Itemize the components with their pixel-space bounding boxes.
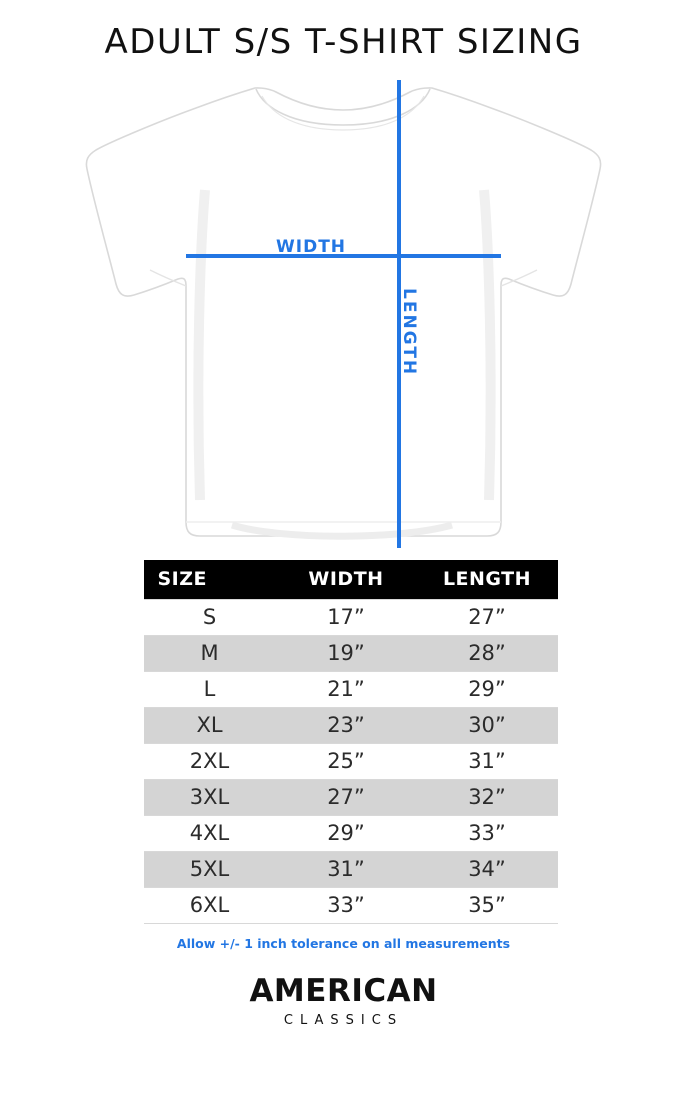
cell-size: XL [144,708,276,744]
cell-length: 29” [417,672,558,708]
brand-logo [0,973,687,1028]
cell-length: 33” [417,816,558,852]
cell-length: 31” [417,744,558,780]
column-header-size: SIZE [144,560,276,600]
table-row [144,816,558,852]
cell-size: M [144,636,276,672]
cell-length: 30” [417,708,558,744]
table-header-row [144,560,558,600]
cell-size: 2XL [144,744,276,780]
length-label: LENGTH [399,288,419,377]
tolerance-note: Allow +/- 1 inch tolerance on all measurements [176,936,511,951]
width-label: WIDTH [276,237,347,257]
cell-length: 34” [417,852,558,888]
table-body [144,600,558,924]
cell-size: S [144,600,276,636]
brand-tagline: CLASSICS [283,1013,404,1028]
table-row [144,852,558,888]
cell-length: 32” [417,780,558,816]
column-header-length: LENGTH [417,560,558,600]
brand-name: AMERICAN [249,973,438,1009]
column-header-width: WIDTH [276,560,417,600]
size-table [144,560,558,924]
cell-width: 21” [276,672,417,708]
table-row [144,744,558,780]
tshirt-diagram [0,70,687,550]
table-row [144,708,558,744]
cell-width: 25” [276,744,417,780]
cell-width: 31” [276,852,417,888]
page-title: ADULT S/S T-SHIRT SIZING [104,22,583,62]
cell-width: 29” [276,816,417,852]
cell-length: 27” [417,600,558,636]
cell-width: 17” [276,600,417,636]
cell-width: 23” [276,708,417,744]
table-row [144,600,558,636]
cell-size: L [144,672,276,708]
size-chart [144,560,544,924]
cell-length: 28” [417,636,558,672]
cell-size: 3XL [144,780,276,816]
cell-length: 35” [417,888,558,924]
cell-size: 6XL [144,888,276,924]
table-row [144,888,558,924]
table-header [144,560,558,600]
tshirt-illustration [0,70,687,550]
table-row [144,780,558,816]
cell-width: 33” [276,888,417,924]
cell-size: 5XL [144,852,276,888]
table-row [144,672,558,708]
table-row [144,636,558,672]
cell-size: 4XL [144,816,276,852]
cell-width: 19” [276,636,417,672]
cell-width: 27” [276,780,417,816]
